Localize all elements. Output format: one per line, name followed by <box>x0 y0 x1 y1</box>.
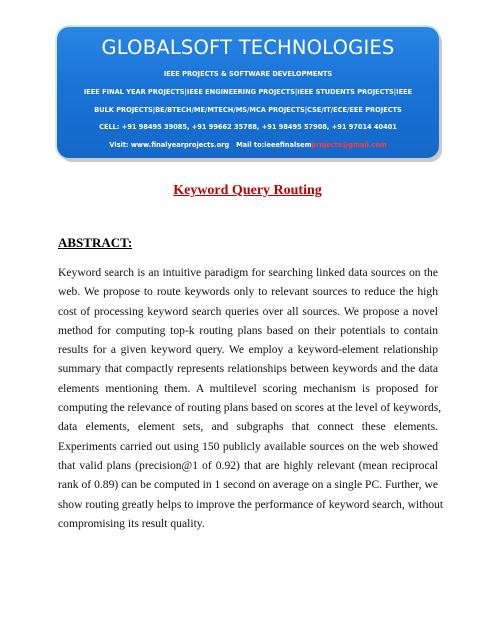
email-link-prefix[interactable]: Mail to:ieeefinalsem <box>236 141 312 149</box>
abstract-line: elements mentioning them. A multilevel scoring mechanism is proposed for <box>58 381 438 395</box>
abstract-line: computing the relevance of routing plans based on scores at the level of keywords, <box>58 401 442 415</box>
abstract-line: web. We propose to route keywords only to relevant sources to reduce the high <box>58 285 438 299</box>
abstract-line: show routing greatly helps to improve the performance of keyword search, without <box>58 497 444 511</box>
abstract-heading: ABSTRACT: <box>58 235 133 250</box>
abstract-line: cost of processing keyword search queries over all sources. We propose a novel <box>58 304 438 318</box>
abstract-line: rank of 0.89) can be computed in 1 second on average on a single PC. Further, we <box>58 478 438 492</box>
abstract-line: data elements, element sets, and subgraphs that connect these elements. <box>58 420 438 434</box>
document-title: Keyword Query Routing <box>173 183 322 198</box>
banner-project-types: IEEE FINAL YEAR PROJECTS|IEEE ENGINEERING PROJECTS|IEEE STUDENTS PROJECTS|IEEE <box>83 88 413 96</box>
abstract-line: Keyword search is an intuitive paradigm for searching linked data sources on the <box>58 266 438 279</box>
banner-contact-line <box>57 141 439 149</box>
abstract-line: results for a given keyword query. We employ a keyword-element relationship <box>58 343 438 357</box>
website-link[interactable]: Visit: www.finalyearprojects.org <box>109 141 230 149</box>
abstract-line: that valid plans (precision@1 of 0.92) that are highly relevant (mean reciprocal <box>58 458 438 472</box>
email-link-suffix[interactable]: projects@gmail.com <box>311 141 387 149</box>
banner-degree-projects: BULK PROJECTS|BE/BTECH/ME/MTECH/MS/MCA PROJECTS|CSE/IT/ECE/EEE PROJECTS <box>94 106 402 114</box>
abstract-line: Experiments carried out using 150 publicly available sources on the web showed <box>58 439 438 453</box>
abstract-paragraph <box>58 263 444 533</box>
abstract-line: summary that compactly represents relationships between keywords and the data <box>58 362 438 376</box>
banner-phone-numbers: CELL: +91 98495 39085, +91 99662 35788, +91 98495 57908, +91 97014 40401 <box>99 123 397 131</box>
company-banner <box>57 27 439 158</box>
banner-tagline: IEEE PROJECTS & SOFTWARE DEVELOPMENTS <box>163 70 333 78</box>
abstract-line: compromising its result quality. <box>58 516 205 530</box>
abstract-line: method for computing top-k routing plans based on their potentials to contain <box>58 323 438 337</box>
company-name: GLOBALSOFT TECHNOLOGIES <box>101 36 395 59</box>
